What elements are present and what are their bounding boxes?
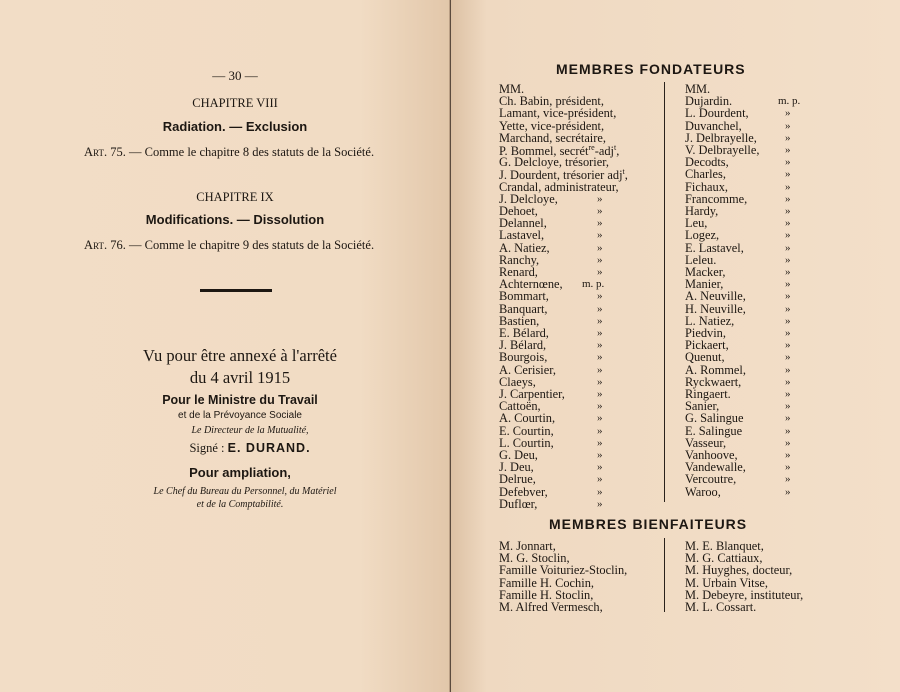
member-name: Ryckwaert, [685,374,742,389]
member-mark: » [785,241,791,254]
benefactor-name: M. Alfred Vermesch, [499,600,603,614]
page-number: — 30 — [212,68,258,83]
member-name: MM. [685,82,711,96]
member-mark: » [785,449,791,461]
benefactor-name: Famille H. Stoclin, [499,587,594,602]
member-name: J. Bélard, [499,338,547,353]
member-mark: » [785,461,791,474]
article-76-label: Art. 76. [84,238,126,252]
member-name: Vasseur, [685,435,727,450]
member-mark: » [597,412,603,425]
member-mark: » [597,485,603,498]
member-name: Crandal, administrateur, [499,179,619,194]
chapter-9-title: Modifications. — Dissolution [145,212,325,227]
ampliation-line-1: Le Chef du Bureau du Personnel, du Matériel [153,486,337,497]
article-76 [84,236,402,255]
article-76-text: — Comme le chapitre 9 des statuts de la Société. [129,238,375,252]
member-mark: m. p. [778,95,801,108]
member-mark: » [785,192,791,205]
member-mark: » [597,229,603,242]
member-mark: » [785,180,791,193]
member-mark: » [785,229,791,242]
article-75-label: Art. 75. [84,145,126,159]
member-mark: » [785,314,791,327]
benefactor-name: M. Urbain Vitse, [685,575,769,590]
annex-line-2: du 4 avril 1915 [189,368,291,387]
ampliation-line-2: et de la Comptabilité. [196,499,284,510]
member-mark: » [597,266,603,278]
member-mark: » [785,119,791,132]
fondateurs-title: MEMBRES FONDATEURS [556,61,746,77]
member-mark: » [785,266,791,278]
member-name: Sanier, [685,399,720,414]
member-mark: » [785,363,791,376]
member-name: E. Courtin, [499,423,554,438]
member-mark: » [785,168,791,181]
member-mark: » [785,436,791,449]
member-mark: » [785,412,791,425]
member-name: Renard, [499,265,538,279]
member-name: A. Natiez, [499,240,550,255]
member-name: Hardy, [685,204,719,218]
member-mark: » [597,192,603,205]
signature-name: E. DURAND. [227,441,311,455]
member-name: Delrue, [499,472,536,487]
member-mark: » [785,156,791,169]
member-name: Cattoën, [499,399,541,414]
member-name: Vandewalle, [685,460,746,475]
member-name: Yette, vice-président, [499,118,605,133]
member-mark: » [597,205,603,217]
member-name: Duflœr, [499,496,538,511]
member-name: J. Dourdent, trésorier adj$^t$, [499,167,628,183]
bienfaiteurs-title: MEMBRES BIENFAITEURS [549,516,748,532]
member-name: Ch. Babin, président, [499,94,604,109]
member-mark: » [597,253,603,266]
member-name: MM. [499,82,525,96]
benefactor-name: M. L. Cossart. [685,600,757,614]
member-name: Pickaert, [685,338,729,353]
ministre-line-1: Pour le Ministre du Travail [162,393,318,407]
member-name: Claeys, [499,374,536,389]
member-mark: » [597,424,603,437]
member-name: G. Salingue [685,411,744,426]
member-name: J. Delbrayelle, [685,130,757,145]
member-mark: » [785,302,791,315]
member-mark: » [785,375,791,388]
member-mark: » [597,241,603,254]
member-mark: » [785,253,791,266]
member-name: Piedvin, [685,326,726,340]
member-name: A. Neuville, [685,289,746,304]
member-name: Vercoutre, [685,472,737,487]
member-mark: » [785,205,791,217]
member-name: Achternœne, [499,277,563,292]
member-mark: » [785,485,791,498]
benefactor-name: Famille H. Cochin, [499,575,594,590]
member-name: Charles, [685,167,726,182]
member-mark: » [597,400,603,413]
member-mark: » [597,314,603,327]
member-mark: » [785,144,791,156]
member-name: Bastien, [499,313,540,328]
member-mark: » [785,400,791,413]
member-name: V. Delbrayelle, [685,143,760,157]
member-mark: » [597,327,603,339]
member-mark: » [785,327,791,339]
benefactor-name: M. Jonnart, [499,539,556,553]
member-mark: » [597,375,603,388]
member-name: Fichaux, [685,179,729,194]
column-divider [664,82,665,502]
article-75-text: — Comme le chapitre 8 des statuts de la Société. [129,145,375,159]
member-name: Lamant, vice-président, [499,106,617,121]
member-name: A. Courtin, [499,411,556,426]
member-name: E. Salingue [685,423,743,438]
ministre-line-3: Le Directeur de la Mutualité, [191,425,309,436]
signature-line [0,441,500,456]
member-name: Marchand, secrétaire, [499,130,606,145]
member-name: H. Neuville, [685,301,746,316]
member-name: L. Natiez, [685,313,735,328]
chapter-8-heading: CHAPITRE VIII [192,96,278,110]
member-name: Delannel, [499,216,547,231]
member-name: Banquart, [499,301,548,316]
member-name: E. Bélard, [499,326,549,340]
member-name: Manier, [685,277,724,292]
member-mark: » [597,363,603,376]
member-name: Leu, [685,216,708,231]
benefactor-name: M. G. Cattiaux, [685,551,763,566]
member-name: A. Rommel, [685,362,746,377]
ministre-line-2: et de la Prévoyance Sociale [178,410,302,421]
member-name: Ranchy, [499,252,540,267]
member-name: Dehoet, [499,204,538,218]
article-75 [84,143,402,162]
member-name: Waroo, [685,484,721,499]
member-mark: » [785,217,791,230]
column-divider-bienfaiteurs [664,538,665,612]
member-mark: » [785,131,791,144]
member-name: Quenut, [685,350,725,365]
member-mark: » [597,217,603,230]
member-name: Bommart, [499,289,549,304]
member-mark: » [785,473,791,486]
member-name: Logez, [685,228,720,243]
member-name: J. Delcloye, [499,191,558,206]
chapter-8-title: Radiation. — Exclusion [162,119,308,134]
signature-label: Signé : [189,441,225,455]
member-mark: » [785,351,791,364]
member-mark: » [785,339,791,352]
right-page [451,0,900,692]
member-mark: » [597,302,603,315]
chapter-9-heading: CHAPITRE IX [196,190,274,204]
member-mark: » [597,351,603,364]
member-name: Lastavel, [499,228,545,243]
member-mark: » [785,107,791,120]
member-name: P. Bommel, secrét$^{re}$-adj$^t$, [499,143,620,159]
member-mark: m. p. [582,278,605,291]
member-name: Francomme, [685,191,748,206]
member-mark: » [597,339,603,352]
member-name: J. Deu, [499,460,534,475]
member-name: Duvanchel, [685,118,742,133]
member-name: J. Carpentier, [499,387,565,401]
member-mark: » [597,290,603,303]
member-mark: » [785,424,791,437]
member-name: Dujardin. [685,94,733,109]
member-mark: » [597,473,603,486]
member-name: Macker, [685,265,726,279]
member-name: Decodts, [685,155,729,170]
benefactor-name: M. G. Stoclin, [499,551,570,566]
member-name: Ringaert. [685,387,731,401]
benefactor-name: M. Debeyre, instituteur, [685,587,804,602]
benefactor-name: M. Huyghes, docteur, [685,563,793,578]
member-name: G. Delcloye, trésorier, [499,155,609,170]
separator-rule [200,289,272,292]
member-mark: » [597,461,603,474]
benefactor-name: Famille Voituriez-Stoclin, [499,563,628,578]
member-mark: » [597,497,603,510]
benefactor-name: M. E. Blanquet, [685,539,764,553]
member-mark: » [785,388,791,400]
member-mark: » [785,278,791,291]
member-mark: » [597,388,603,400]
member-mark: » [597,436,603,449]
member-mark: » [597,449,603,461]
member-name: G. Deu, [499,448,538,462]
member-name: E. Lastavel, [685,240,744,255]
member-name: Bourgois, [499,350,548,365]
annex-line-1: Vu pour être annexé à l'arrêté [143,346,337,365]
member-name: L. Courtin, [499,435,554,450]
member-name: L. Dourdent, [685,106,749,121]
member-name: Leleu. [685,252,717,267]
ampliation-title: Pour ampliation, [189,465,291,480]
member-name: Defebver, [499,484,548,499]
member-mark: » [785,290,791,303]
member-name: A. Cerisier, [499,362,556,377]
member-name: Vanhoove, [685,448,738,462]
